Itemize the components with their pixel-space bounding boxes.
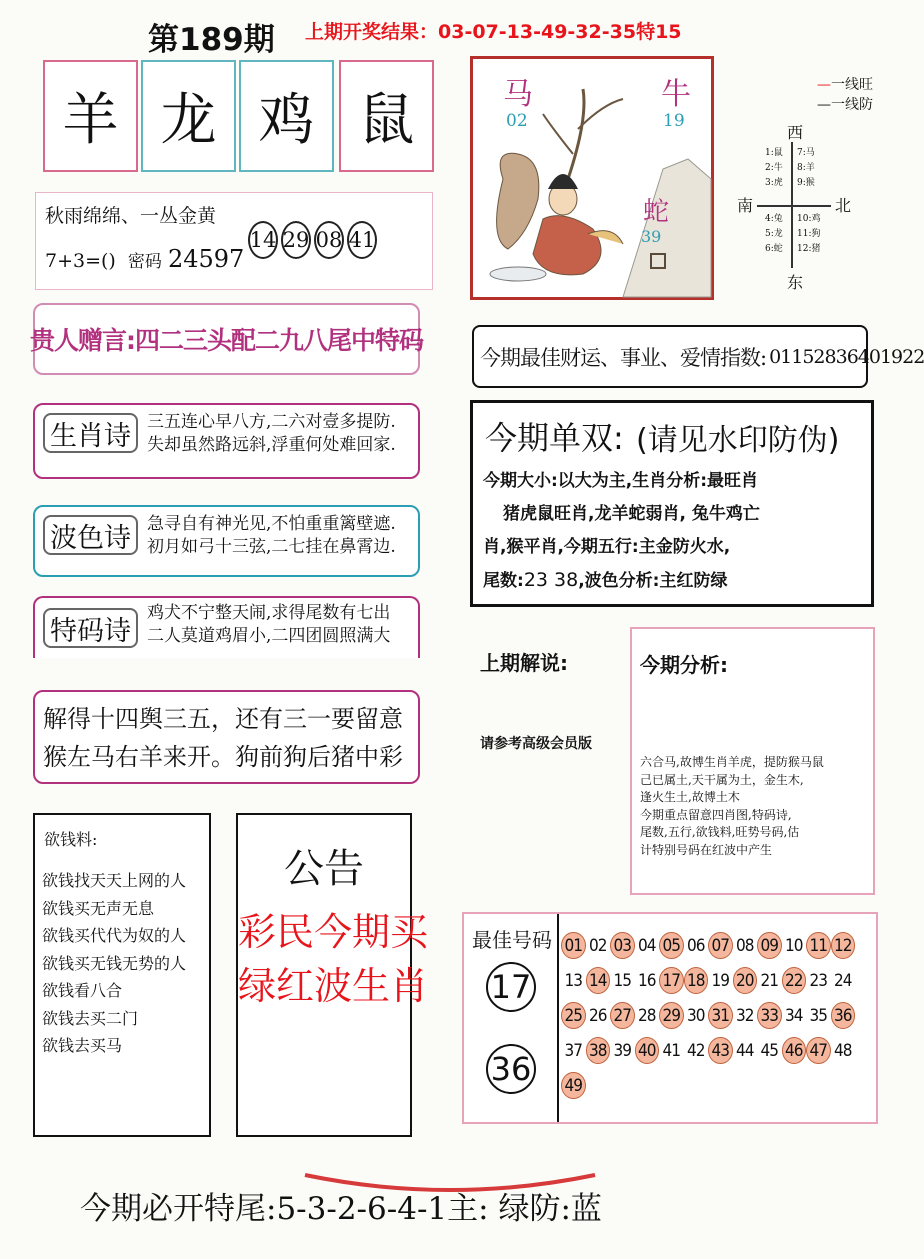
grid-number-13: 13 xyxy=(564,970,582,991)
color-poem-line2: 初月如弓十三弦,二七挂在鼻霄边. xyxy=(147,537,396,557)
grid-number-03: 03 xyxy=(610,932,635,959)
horse-label: 马 xyxy=(503,77,533,112)
grid-number-19: 19 xyxy=(711,970,729,991)
riddle-number: 14 xyxy=(248,221,278,259)
best-number-2: 36 xyxy=(486,1044,536,1094)
horse-number: 02 xyxy=(506,111,528,131)
riddle-code-label: 密码 xyxy=(127,252,162,272)
last-explain-note: 请参考高级会员版 xyxy=(480,736,592,752)
grid-number-26: 26 xyxy=(589,1005,607,1026)
money-lines xyxy=(42,867,186,1060)
best-number-box xyxy=(462,912,878,1124)
riddle-line2 xyxy=(45,245,244,273)
riddle-line1: 秋雨绵绵、一丛金黄 xyxy=(45,205,217,227)
grid-number-45: 45 xyxy=(760,1040,778,1061)
notice-body xyxy=(238,905,429,1013)
money-line: 欲钱买无钱无势的人 xyxy=(42,953,187,973)
compass-left-bottom: 4:兔 5:龙 6:蛇 xyxy=(765,214,783,254)
money-line: 欲钱找天天上网的人 xyxy=(42,871,187,890)
grid-number-35: 35 xyxy=(809,1005,827,1026)
last-result: 上期开奖结果：03-07-13-49-32-35特15 xyxy=(305,21,682,43)
best-number-divider xyxy=(557,914,559,1122)
number-grid xyxy=(561,932,873,1099)
analysis-title: 今期分析: xyxy=(640,653,728,677)
ox-number: 19 xyxy=(663,111,685,131)
grid-number-36: 36 xyxy=(831,1002,856,1029)
noble-banner-text: 贵人赠言:四二三头配二九八尾中特码 xyxy=(30,326,423,355)
grid-number-42: 42 xyxy=(687,1040,705,1061)
grid-number-46: 46 xyxy=(782,1037,807,1064)
special-poem-line2: 二人莫道鸡眉小,二四团圆照满大 xyxy=(147,626,391,646)
grid-number-11: 11 xyxy=(806,932,831,959)
grid-number-48: 48 xyxy=(834,1040,852,1061)
color-poem-label: 波色诗 xyxy=(43,515,138,555)
grid-number-28: 28 xyxy=(638,1005,656,1026)
zodiac-poem-label: 生肖诗 xyxy=(43,413,138,453)
legend-guard: —一线防 xyxy=(817,97,873,113)
odd-even-line2: 猪虎鼠旺肖,龙羊蛇弱肖, 兔牛鸡亡 xyxy=(503,504,760,524)
grid-number-21: 21 xyxy=(760,970,778,991)
grid-number-29: 29 xyxy=(659,1002,684,1029)
grid-number-27: 27 xyxy=(610,1002,635,1029)
grid-number-44: 44 xyxy=(736,1040,754,1061)
grid-number-34: 34 xyxy=(785,1005,803,1026)
grid-number-39: 39 xyxy=(613,1040,631,1061)
zodiac-box-3: 鸡 xyxy=(239,60,334,172)
grid-number-38: 38 xyxy=(586,1037,611,1064)
zodiac-poem-line1: 三五连心早八方,二六对壹多提防. xyxy=(147,412,396,432)
notice-line2: 绿红波生肖 xyxy=(238,964,429,1008)
grid-number-05: 05 xyxy=(659,932,684,959)
color-poem-text xyxy=(147,513,396,559)
noble-banner xyxy=(30,303,423,375)
odd-even-line1: 今期大小:以大为主,生肖分析:最旺肖 xyxy=(483,471,759,491)
riddle-number: 41 xyxy=(347,221,377,259)
money-line: 欲钱买代代为奴的人 xyxy=(42,926,187,945)
compass-hline xyxy=(757,205,831,207)
zodiac-poem-box xyxy=(33,403,420,479)
grid-number-20: 20 xyxy=(733,967,758,994)
solution-text xyxy=(43,700,403,776)
grid-number-08: 08 xyxy=(736,935,754,956)
index-box xyxy=(472,325,924,388)
compass-left-top: 1:鼠 2:牛 3:虎 xyxy=(765,148,783,188)
notice-box xyxy=(236,813,429,1137)
compass-north: 北 xyxy=(835,196,852,215)
grid-number-37: 37 xyxy=(564,1040,582,1061)
ox-label: 牛 xyxy=(661,77,691,112)
compass-right-bottom: 10:鸡 11:狗 12:猪 xyxy=(797,214,821,254)
riddle-formula: 7+3=() xyxy=(45,250,116,272)
grid-number-02: 02 xyxy=(589,935,607,956)
money-line: 欲钱去买马 xyxy=(42,1036,123,1055)
grid-number-17: 17 xyxy=(659,967,684,994)
grid-number-18: 18 xyxy=(684,967,709,994)
grid-number-23: 23 xyxy=(809,970,827,991)
grid-number-12: 12 xyxy=(831,932,856,959)
special-poem-label: 特码诗 xyxy=(43,608,138,648)
riddle-code: 24597 xyxy=(167,245,245,273)
riddle-numbers xyxy=(248,221,380,259)
money-box xyxy=(33,813,211,1137)
snake-number: 39 xyxy=(641,227,662,246)
compass-west: 西 xyxy=(787,123,804,142)
best-number-1: 17 xyxy=(486,962,536,1012)
grid-number-10: 10 xyxy=(785,935,803,956)
index-value: 01152836401922 xyxy=(769,345,924,368)
grid-number-32: 32 xyxy=(736,1005,754,1026)
zodiac-box-4: 鼠 xyxy=(339,60,434,172)
odd-even-line3: 肖,猴平肖,今期五行:主金防火水, xyxy=(483,537,731,557)
legend-prosper: —一线旺 xyxy=(817,77,873,93)
special-poem-line1: 鸡犬不宁整天闹,求得尾数有七出 xyxy=(147,603,391,623)
riddle-number: 29 xyxy=(281,221,311,259)
footer-text: 今期必开特尾:5-3-2-6-4-1主: 绿防:蓝 xyxy=(80,1191,602,1227)
notice-title: 公告 xyxy=(284,846,364,892)
grid-number-31: 31 xyxy=(708,1002,733,1029)
odd-even-watermark: (请见水印防伪) xyxy=(636,423,840,458)
zodiac-poem-text xyxy=(147,411,396,457)
zodiac-painting xyxy=(470,56,714,300)
notice-line1: 彩民今期买 xyxy=(238,910,429,954)
riddle-number: 08 xyxy=(314,221,344,259)
grid-number-06: 06 xyxy=(687,935,705,956)
grid-number-22: 22 xyxy=(782,967,807,994)
money-title: 欲钱料: xyxy=(44,830,98,849)
money-line: 欲钱去买二门 xyxy=(42,1008,139,1028)
solution-box xyxy=(33,690,420,784)
analysis-box xyxy=(630,627,875,895)
zodiac-box-2: 龙 xyxy=(141,60,236,172)
special-poem-text xyxy=(147,602,390,648)
compass-south: 南 xyxy=(737,196,754,215)
index-label: 今期最佳财运、事业、爱情指数: xyxy=(480,345,767,370)
odd-even-title: 今期单双: xyxy=(485,419,624,457)
odd-even-box xyxy=(470,400,874,607)
best-number-label: 最佳号码 xyxy=(472,928,552,952)
zodiac-poem-line2: 失却虽然路远斜,浮重何处难回家. xyxy=(147,435,396,455)
money-line: 欲钱买无声无息 xyxy=(42,898,155,918)
color-poem-box xyxy=(33,505,420,577)
issue-number: 第189期 xyxy=(148,22,275,58)
grid-number-41: 41 xyxy=(662,1040,680,1061)
compass-east: 东 xyxy=(787,273,804,292)
grid-number-24: 24 xyxy=(834,970,852,991)
grid-number-25: 25 xyxy=(561,1002,586,1029)
money-line: 欲钱看八合 xyxy=(42,981,123,1000)
grid-number-43: 43 xyxy=(708,1037,733,1064)
snake-label: 蛇 xyxy=(643,197,670,227)
grid-number-49: 49 xyxy=(561,1072,586,1099)
last-explain-title: 上期解说: xyxy=(480,651,568,675)
solution-line2: 猴左马右羊来开。狗前狗后猪中彩 xyxy=(43,743,403,771)
odd-even-line4: 尾数:23 38,波色分析:主红防绿 xyxy=(483,569,728,591)
zodiac-box-1: 羊 xyxy=(43,60,138,172)
solution-line1: 解得十四舆三五，还有三一要留意 xyxy=(43,705,403,733)
color-poem-line1: 急寻自有神光见,不怕重重篱壁遮. xyxy=(147,514,396,534)
grid-number-30: 30 xyxy=(687,1005,705,1026)
compass xyxy=(727,70,897,295)
grid-number-33: 33 xyxy=(757,1002,782,1029)
grid-number-16: 16 xyxy=(638,970,656,991)
grid-number-07: 07 xyxy=(708,932,733,959)
grid-number-40: 40 xyxy=(635,1037,660,1064)
odd-even-body xyxy=(483,465,760,598)
analysis-text: 六合马,故博生肖羊虎，提防猴马鼠 己已属土,天干属为土，金生木, 逢火生土,故博土木 今期重点留意四肖图,特码诗, 尾数,五行,欲钱料,旺势号码,估 计特别号码在红波中产生 xyxy=(640,755,824,857)
grid-number-04: 04 xyxy=(638,935,656,956)
grid-number-15: 15 xyxy=(613,970,631,991)
grid-number-01: 01 xyxy=(561,932,586,959)
compass-right-top: 7:马 8:羊 9:猴 xyxy=(797,148,815,188)
grid-number-47: 47 xyxy=(806,1037,831,1064)
grid-number-14: 14 xyxy=(586,967,611,994)
special-poem-box xyxy=(33,596,420,658)
grid-number-09: 09 xyxy=(757,932,782,959)
riddle-box xyxy=(35,192,433,290)
